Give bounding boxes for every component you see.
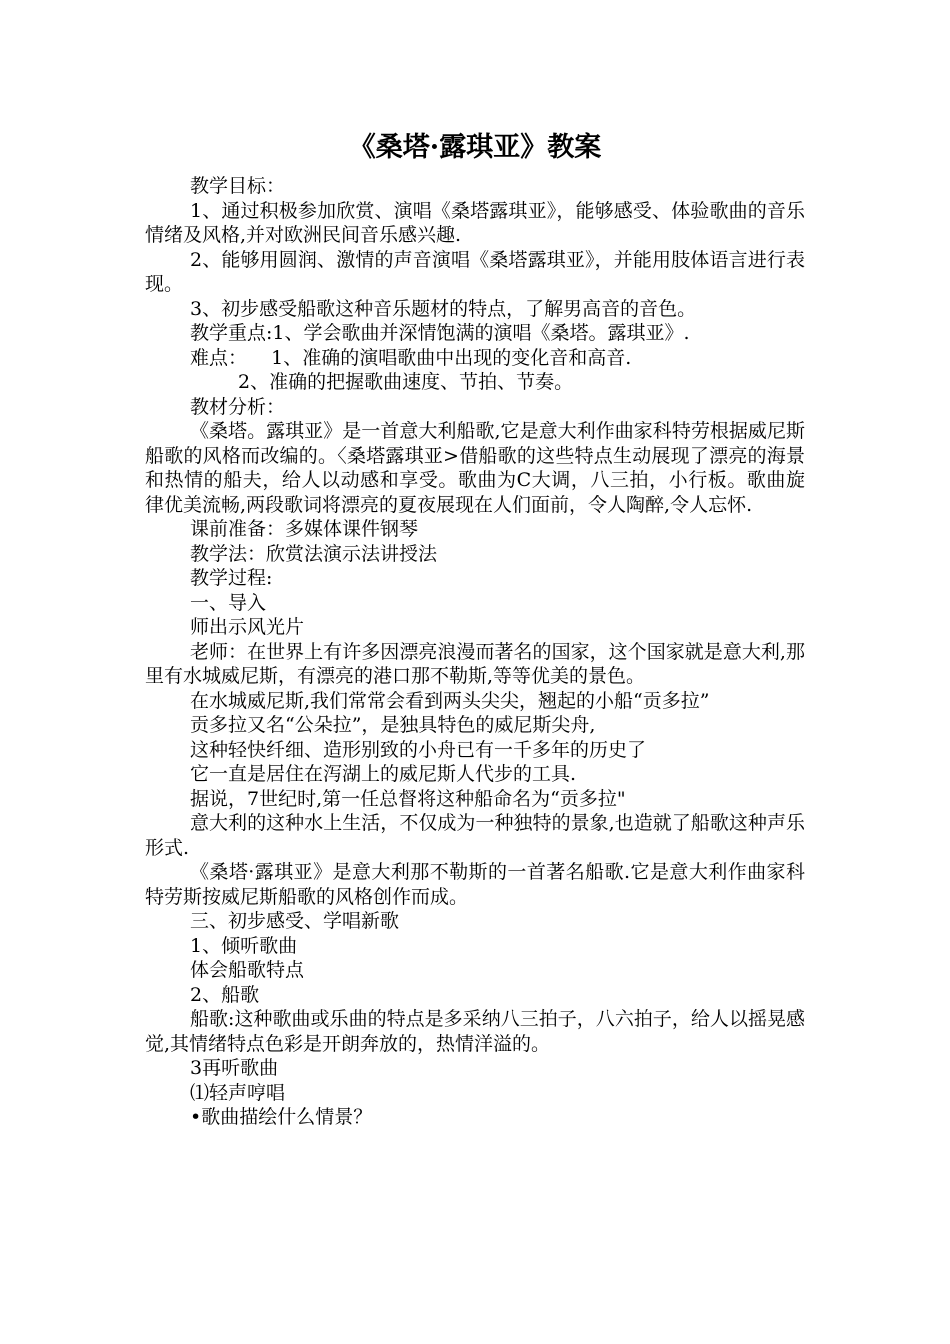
- paragraph: 1、倾听歌曲: [190, 934, 298, 957]
- paragraph: 师出示风光片: [190, 616, 305, 638]
- paragraph: 一、导入: [190, 591, 267, 614]
- paragraph: 课前准备：多媒体课件钢琴: [190, 518, 419, 540]
- paragraph: 《桑塔。露琪亚》是一首意大利船歌,它是意大利作曲家科特劳根据威尼斯船歌的风格而改编的。〈桑塔露琪亚>借船歌的这些特点生动展现了漂亮的海景和热情的船夫，给人以动感和享受。歌曲为C大调，八三拍，小行板。歌曲旋律优美流畅,两段歌词将漂亮的夏夜展现在人们面前，令人陶醉,令人忘怀.: [145, 420, 805, 516]
- paragraph: 教材分析：: [190, 395, 286, 418]
- paragraph: 它一直是居住在泻湖上的威尼斯人代步的工具.: [190, 763, 577, 785]
- paragraph: 《桑塔·露琪亚》是意大利那不勒斯的一首著名船歌.它是意大利作曲家科特劳斯按威尼斯船歌的风格创作而成。: [145, 861, 805, 908]
- paragraph: 3再听歌曲: [190, 1057, 279, 1079]
- paragraph: 体会船歌特点: [190, 959, 305, 981]
- paragraph: 教学过程:: [190, 567, 273, 589]
- paragraph: 教学重点:1、学会歌曲并深情饱满的演唱《桑塔。露琪亚》.: [190, 322, 690, 344]
- paragraph: 难点： 1、准确的演唱歌曲中出现的变化音和高音.: [190, 346, 632, 369]
- paragraph: 2、能够用圆润、激情的声音演唱《桑塔露琪亚》，并能用肢体语言进行表现。: [145, 248, 805, 295]
- paragraph: 船歌:这种歌曲或乐曲的特点是多采纳八三拍子，八六拍子，给人以摇晃感觉,其情绪特点色彩是开朗奔放的，热情洋溢的。: [145, 1008, 805, 1055]
- document-body: [145, 174, 805, 1130]
- paragraph: 教学目标：: [190, 175, 286, 197]
- paragraph: 老师：在世界上有许多因漂亮浪漫而著名的国家，这个国家就是意大利,那里有水城威尼斯，有漂亮的港口那不勒斯,等等优美的景色。: [145, 640, 805, 687]
- paragraph: 贡多拉又名“公朵拉”，是独具特色的威尼斯尖舟,: [190, 714, 596, 736]
- paragraph: 意大利的这种水上生活，不仅成为一种独特的景象,也造就了船歌这种声乐形式.: [145, 812, 805, 859]
- paragraph: 这种轻快纤细、造形别致的小舟已有一千多年的历史了: [190, 738, 647, 761]
- paragraph: 1、通过积极参加欣赏、演唱《桑塔露琪亚》，能够感受、体验歌曲的音乐情绪及风格,并对欧洲民间音乐感兴趣.: [145, 199, 805, 246]
- paragraph: ⑴轻声哼唱: [190, 1081, 286, 1104]
- paragraph: 2、准确的把握歌曲速度、节拍、节奏。: [238, 371, 574, 393]
- paragraph: 3、初步感受船歌这种音乐题材的特点，了解男高音的音色。: [190, 297, 697, 320]
- paragraph: •歌曲描绘什么情景？: [190, 1106, 373, 1128]
- paragraph: 2、船歌: [190, 983, 260, 1006]
- paragraph: 在水城威尼斯,我们常常会看到两头尖尖，翘起的小船“贡多拉”: [190, 689, 710, 712]
- paragraph: 据说，7世纪时,第一任总督将这种船命名为“贡多拉": [190, 787, 626, 810]
- paragraph: 教学法：欣赏法演示法讲授法: [190, 542, 438, 565]
- paragraph: 三、初步感受、学唱新歌: [190, 910, 400, 932]
- document-title: 《桑塔·露琪亚》教案: [348, 132, 602, 163]
